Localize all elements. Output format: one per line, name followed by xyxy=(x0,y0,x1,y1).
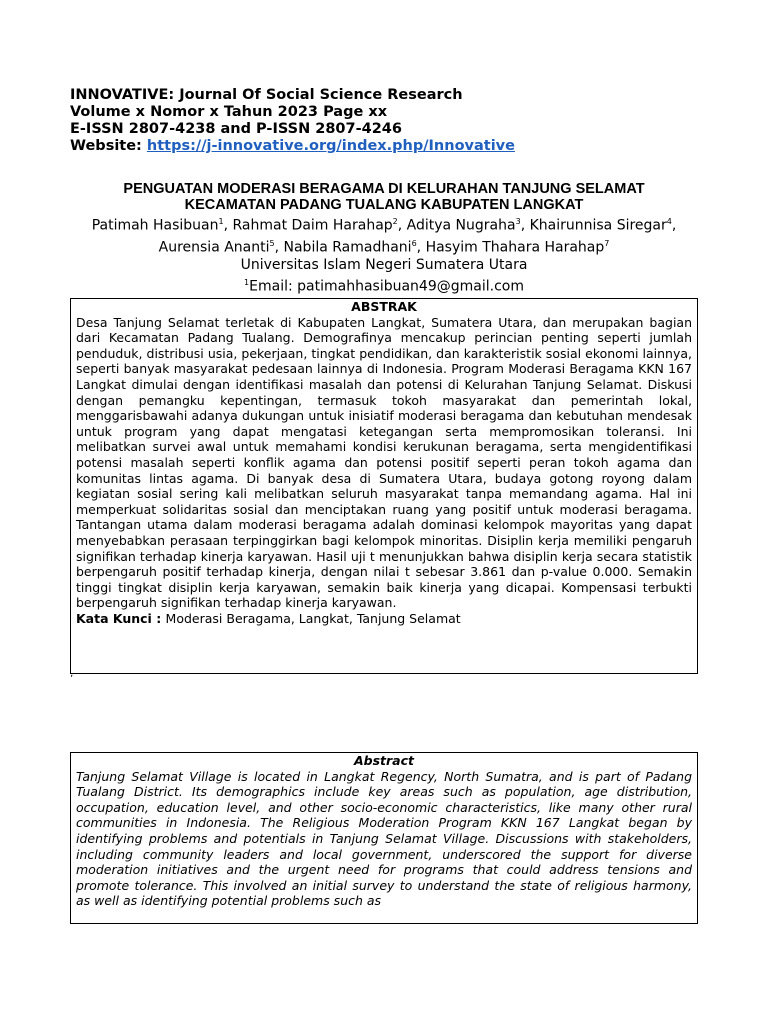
author-3-sup: 3 xyxy=(515,217,521,226)
title-line-1: PENGUATAN MODERASI BERAGAMA DI KELURAHAN TANJUNG SELAMAT xyxy=(123,181,645,197)
author-3: , Aditya Nugraha xyxy=(397,217,516,234)
journal-volume: Volume x Nomor x Tahun 2023 Page xx xyxy=(70,104,388,120)
author-6-sup: 6 xyxy=(411,238,417,248)
website-label: Website: xyxy=(70,138,147,154)
author-1-sup: 1 xyxy=(218,217,224,226)
journal-website xyxy=(70,138,515,155)
abstract-heading: Abstract xyxy=(353,753,415,768)
author-7-sup: 7 xyxy=(604,238,610,248)
email-sup: 1 xyxy=(244,278,250,288)
author-4-sup: 4 xyxy=(666,217,672,226)
author-5-sup: 5 xyxy=(269,238,275,248)
author-2-sup: 2 xyxy=(392,217,398,226)
keywords-line xyxy=(76,611,692,627)
website-link[interactable]: https://j-innovative.org/index.php/Innovative xyxy=(146,138,515,154)
keywords-text: Moderasi Beragama, Langkat, Tanjung Selamat xyxy=(165,610,461,626)
title-line-2: KECAMATAN PADANG TUALANG KABUPATEN LANGKAT xyxy=(184,197,584,213)
author-5: , Aurensia Ananti xyxy=(158,217,677,256)
abstrak-heading: ABSTRAK xyxy=(351,299,417,314)
affiliation: Universitas Islam Negeri Sumatera Utara xyxy=(240,257,528,274)
abstrak-box xyxy=(70,298,698,674)
author-2: , Rahmat Daim Harahap xyxy=(223,217,393,234)
journal-header xyxy=(70,87,515,155)
abstrak-body: Desa Tanjung Selamat terletak di Kabupaten Langkat, Sumatera Utara, dan merupakan bagian dari Kecamatan Padang Tualang. Demografinya mencakup perincian penting seperti jumlah penduduk, distribusi usia, pekerjaan, tingkat pendidikan, dan karakteristik sosial ekonomi lainnya, seperti banyak masyarakat pedesaan lainnya di Indonesia. Program Moderasi Beragama KKN 167 Langkat dimulai dengan identifikasi masalah dan potensi di Kelurahan Tanjung Selamat. Diskusi dengan pemangku kepentingan, termasuk tokoh masyarakat dan pemerintah lokal, menggarisbawahi adanya dukungan untuk inisiatif moderasi beragama dan kebutuhan mendesak untuk program yang dapat mengatasi ketegangan serta mempromosikan toleransi. Ini melibatkan survei awal untuk memahami kondisi kerukunan beragama, serta mengidentifikasi potensi masalah seperti konflik agama dan potensi positif seperti peran tokoh agama dan komunitas lintas agama. Di banyak desa di Sumatera Utara, budaya gotong royong dalam kegiatan sosial sering kali melibatkan seluruh masyarakat tanpa memandang agama. Hal ini memperkuat solidaritas sosial dan menciptakan ruang yang positif untuk moderasi beragama. Tantangan utama dalam moderasi beragama adalah dominasi kelompok mayoritas yang dapat menyebabkan perasaan terpinggirkan bagi kelompok minoritas. Disiplin kerja memiliki pengaruh signifikan terhadap kinerja karyawan. Hasil uji t menunjukkan bahwa disiplin kerja secara statistik berpengaruh positif terhadap kinerja, dengan nilai t sebesar 3.861 dan p-value 0.000. Semakin tinggi tingkat disiplin kerja karyawan, semakin baik kinerja yang dicapai. Kompensasi terbukti berpengaruh signifikan terhadap kinerja karyawan. xyxy=(76,314,692,611)
stray-mark: ʼ xyxy=(70,674,74,685)
paper-title xyxy=(70,181,698,213)
author-1: Patimah Hasibuan xyxy=(91,217,219,234)
abstract-body: Tanjung Selamat Village is located in Langkat Regency, North Sumatra, and is part of Padang Tualang District. Its demographics include key areas such as population, age distribution, occupation, education level, and other socio-economic characteristics, like many other rural communities in Indonesia. The Religious Moderation Program KKN 167 Langkat began by identifying problems and potentials in Tanjung Selamat Village. Discussions with stakeholders, including community leaders and local government, underscored the support for diverse moderation initiatives and the urgent need for programs that could address tensions and promote tolerance. This involved an initial survey to understand the state of religious harmony, as well as identifying potential problems such as xyxy=(76,768,692,909)
keywords-label: Kata Kunci : xyxy=(76,610,166,626)
author-6: , Nabila Ramadhani xyxy=(274,239,412,256)
journal-issn: E-ISSN 2807-4238 and P-ISSN 2807-4246 xyxy=(70,121,402,137)
email-line xyxy=(70,274,698,296)
journal-name: INNOVATIVE: Journal Of Social Science Research xyxy=(70,87,463,103)
email-text: Email: patimahhasibuan49@gmail.com xyxy=(249,278,524,295)
abstract-box xyxy=(70,752,698,924)
author-block xyxy=(70,213,698,296)
author-4: , Khairunnisa Siregar xyxy=(520,217,667,234)
author-list xyxy=(70,213,698,256)
author-7: , Hasyim Thahara Harahap xyxy=(416,239,605,256)
